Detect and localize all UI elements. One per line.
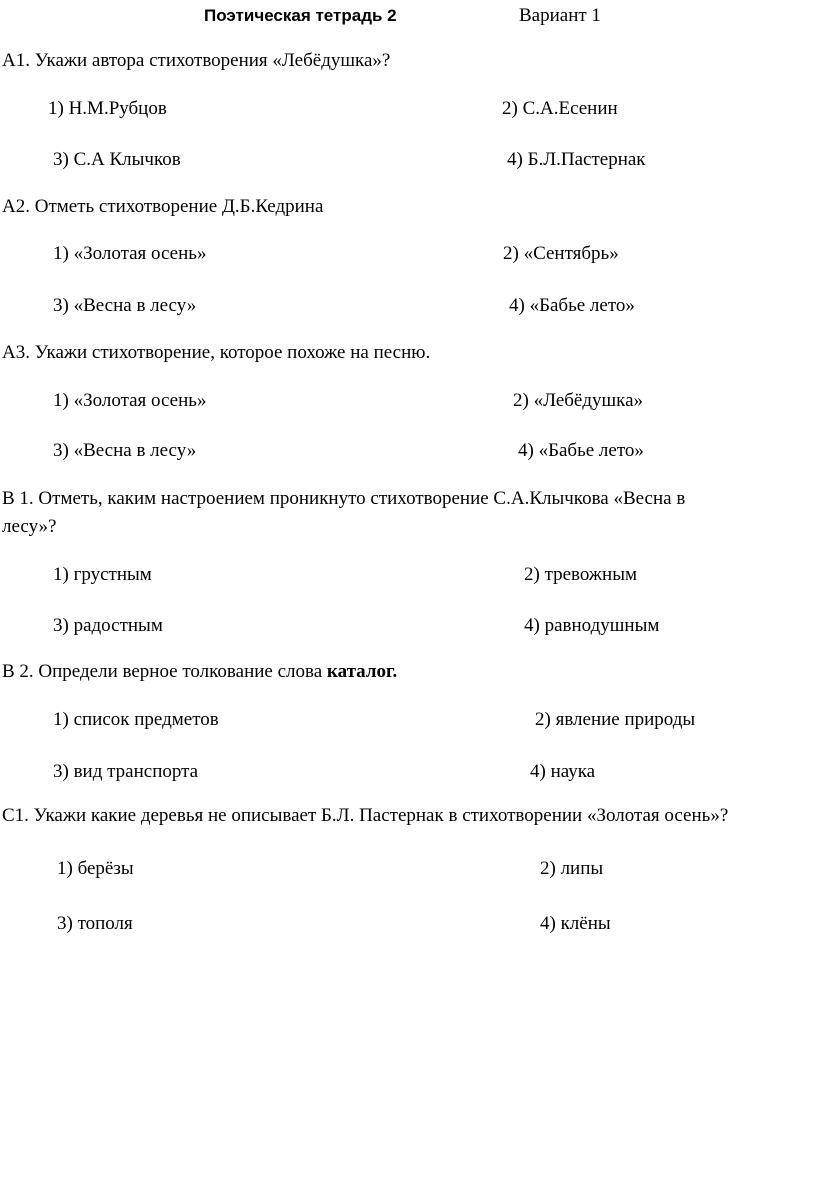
option-b1-4: 4) равнодушным	[524, 615, 660, 636]
option-a1-4: 4) Б.Л.Пастернак	[507, 149, 646, 170]
option-c1-2: 2) липы	[540, 858, 604, 879]
question-b2	[2, 662, 397, 681]
option-a1-1: 1) Н.М.Рубцов	[48, 98, 167, 119]
option-b2-2: 2) явление природы	[535, 709, 696, 730]
option-c1-3: 3) тополя	[57, 913, 133, 934]
question-a3: А3. Укажи стихотворение, которое похоже на песню.	[2, 342, 431, 363]
option-a3-3: 3) «Весна в лесу»	[53, 440, 197, 461]
option-a2-3: 3) «Весна в лесу»	[53, 295, 197, 316]
option-a2-2: 2) «Сентябрь»	[503, 243, 619, 264]
question-b2-keyword: каталог.	[326, 661, 398, 682]
question-b1-line1: В 1. Отметь, каким настроением проникнуто стихотворение С.А.Клычкова «Весна в	[2, 488, 686, 509]
option-b2-3: 3) вид транспорта	[53, 761, 199, 782]
option-b1-3: 3) радостным	[53, 615, 163, 636]
question-a2: А2. Отметь стихотворение Д.Б.Кедрина	[2, 196, 324, 217]
option-b1-2: 2) тревожным	[524, 564, 637, 585]
option-a1-2: 2) С.А.Есенин	[502, 98, 618, 119]
question-b1-line2: лесу»?	[2, 516, 57, 537]
option-a3-2: 2) «Лебёдушка»	[513, 390, 644, 411]
question-a1: А1. Укажи автора стихотворения «Лебёдушка»?	[2, 50, 391, 71]
question-b2-text: В 2. Определи верное толкование слова	[2, 661, 327, 682]
option-c1-1: 1) берёзы	[57, 858, 134, 879]
question-c1: С1. Укажи какие деревья не описывает Б.Л. Пастернак в стихотворении «Золотая осень»?	[2, 805, 729, 826]
worksheet-title: Поэтическая тетрадь 2	[204, 6, 397, 25]
option-c1-4: 4) клёны	[540, 913, 611, 934]
option-b1-1: 1) грустным	[53, 564, 152, 585]
option-b2-4: 4) наука	[530, 761, 596, 782]
variant-label: Вариант 1	[519, 5, 601, 26]
option-a2-4: 4) «Бабье лето»	[509, 295, 635, 316]
option-a1-3: 3) С.А Клычков	[53, 149, 181, 170]
option-a3-4: 4) «Бабье лето»	[518, 440, 644, 461]
option-a2-1: 1) «Золотая осень»	[53, 243, 207, 264]
option-a3-1: 1) «Золотая осень»	[53, 390, 207, 411]
option-b2-1: 1) список предметов	[53, 709, 219, 730]
